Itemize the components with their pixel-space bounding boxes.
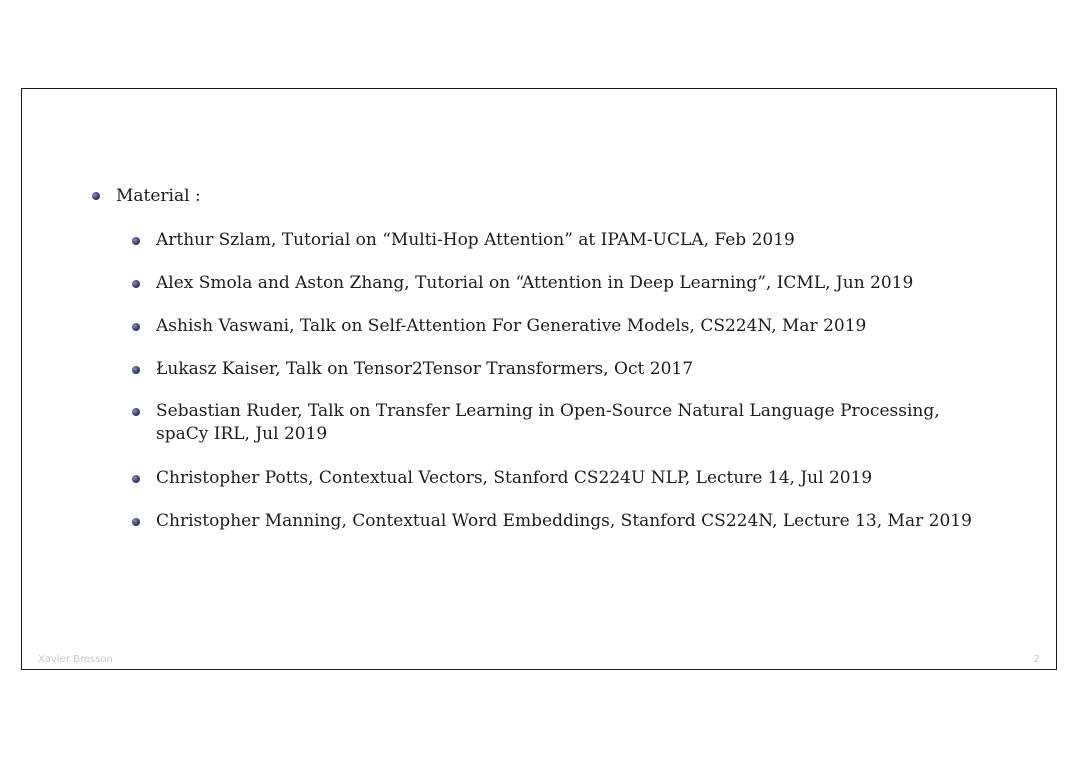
material-sublist bbox=[22, 89, 1056, 669]
list-item bbox=[156, 400, 940, 446]
list-item bbox=[156, 315, 866, 338]
bullet-icon bbox=[132, 280, 140, 288]
list-item-text: Łukasz Kaiser, Talk on Tensor2Tensor Transformers, Oct 2017 bbox=[156, 359, 694, 379]
bullet-icon bbox=[132, 475, 140, 483]
list-item-text: Sebastian Ruder, Talk on Transfer Learning in Open-Source Natural Language Processing, bbox=[156, 401, 940, 421]
list-item-text: Ashish Vaswani, Talk on Self-Attention For Generative Models, CS224N, Mar 2019 bbox=[156, 316, 867, 336]
list-item bbox=[156, 510, 972, 533]
list-item-text: Christopher Manning, Contextual Word Embeddings, Stanford CS224N, Lecture 13, Mar 2019 bbox=[156, 511, 972, 531]
list-item bbox=[156, 229, 795, 252]
bullet-icon bbox=[132, 366, 140, 374]
list-item bbox=[156, 272, 913, 295]
list-item-text: Arthur Szlam, Tutorial on “Multi-Hop Attention” at IPAM-UCLA, Feb 2019 bbox=[156, 230, 795, 250]
list-item-text-continued: spaCy IRL, Jul 2019 bbox=[156, 424, 328, 444]
bullet-icon bbox=[132, 518, 140, 526]
bullet-icon bbox=[132, 237, 140, 245]
footer-author: Xavier Bresson bbox=[38, 654, 113, 665]
list-item bbox=[156, 358, 693, 381]
bullet-icon bbox=[132, 323, 140, 331]
footer-page-number: 2 bbox=[1033, 654, 1040, 665]
list-item bbox=[156, 467, 872, 490]
list-item-text: Christopher Potts, Contextual Vectors, Stanford CS224U NLP, Lecture 14, Jul 2019 bbox=[156, 468, 873, 488]
slide-frame bbox=[21, 88, 1057, 670]
material-heading: Material : bbox=[116, 186, 201, 206]
list-item-text: Alex Smola and Aston Zhang, Tutorial on “Attention in Deep Learning”, ICML, Jun 2019 bbox=[156, 273, 914, 293]
bullet-icon bbox=[132, 408, 140, 416]
